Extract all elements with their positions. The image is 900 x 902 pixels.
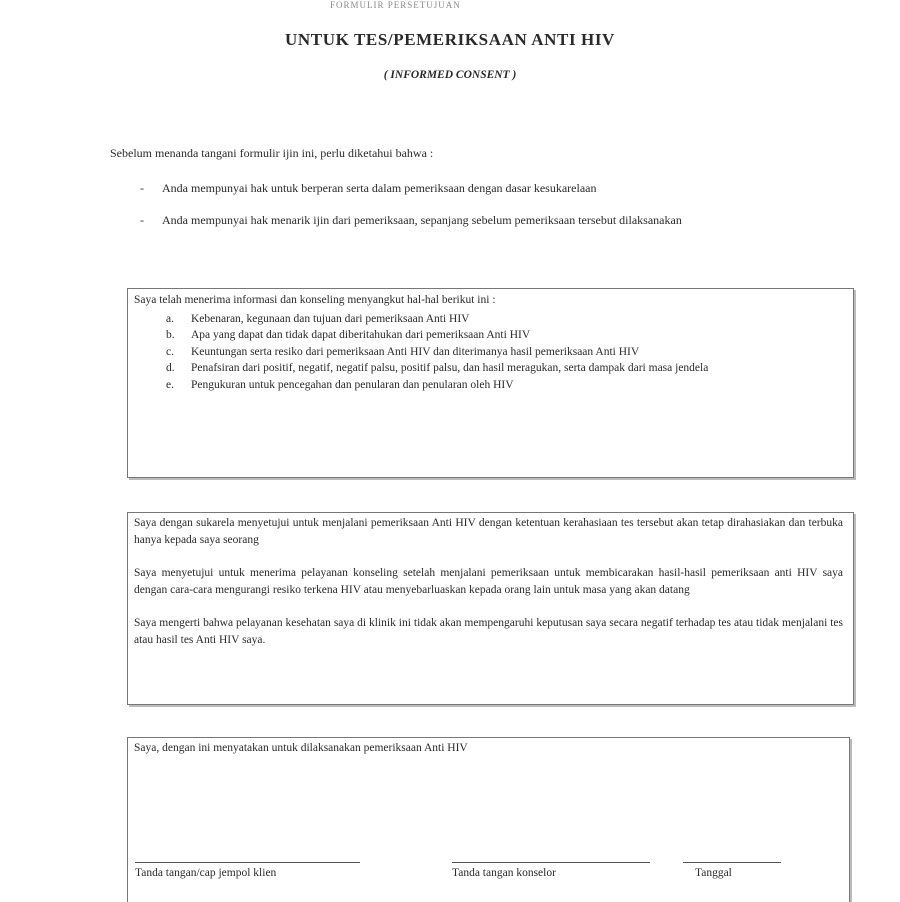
counseling-lead-text: Saya telah menerima informasi dan konseling menyangkut hal-hal berikut ini : [134,294,496,306]
counseling-item-text: Penafsiran dari positif, negatif, negatif palsu, positif palsu, dan hasil meragukan, serta dampak dari masa jendela [191,362,709,374]
agreement-paragraph: Saya menyetujui untuk menerima pelayanan konseling setelah menjalani pemeriksaan untuk membicarakan hasil-hasil pemeriksaan anti HIV saya dengan cara-cara mengurangi resiko terkena HIV atau menyebarluaskan kepada orang lain untuk masa yang akan datang [134,567,843,596]
client-signature-label: Tanda tangan/cap jempol klien [135,867,277,879]
rights-list [140,180,792,244]
counseling-item [134,311,843,328]
counseling-item [134,360,843,377]
date-label: Tanggal [695,867,732,879]
counseling-item [134,344,843,361]
item-marker: b. [166,329,175,341]
date-signature-line[interactable] [683,862,781,863]
counselor-signature-line[interactable] [452,862,650,863]
page-title: UNTUK TES/PEMERIKSAAN ANTI HIV [285,30,615,49]
counseling-item [134,377,843,394]
rights-item [140,212,792,229]
rights-item [140,180,792,197]
rights-item-text: Anda mempunyai hak untuk berperan serta dalam pemeriksaan dengan dasar kesukarelaan [162,181,597,195]
intro-text: Sebelum menanda tangani formulir ijin ini, perlu diketahui bahwa : [110,146,434,160]
item-marker: d. [166,362,175,374]
counselor-signature-label: Tanda tangan konselor [452,867,556,879]
item-marker: c. [166,345,174,358]
item-marker: e. [166,378,174,391]
agreement-paragraph: Saya mengerti bahwa pelayanan kesehatan saya di klinik ini tidak akan mempengaruhi keputusan saya secara negatif terhadap tes atau tidak menjalani tes atau hasil tes Anti HIV saya. [134,617,843,646]
counseling-item [134,327,843,344]
counseling-items-list [134,311,843,394]
counseling-item-text: Apa yang dapat dan tidak dapat diberitahukan dari pemeriksaan Anti HIV [191,329,531,341]
bullet-dash: - [140,213,144,227]
agreement-paragraph: Saya dengan sukarela menyetujui untuk menjalani pemeriksaan Anti HIV dengan ketentuan kerahasiaan tes tersebut akan tetap dirahasiakan dan terbuka hanya kepada saya seorang [134,517,843,546]
rights-item-text: Anda mempunyai hak menarik ijin dari pemeriksaan, sepanjang sebelum pemeriksaan tersebut dilaksanakan [162,213,682,227]
counseling-info-box [127,288,854,478]
consent-statement: Saya, dengan ini menyatakan untuk dilaksanakan pemeriksaan Anti HIV [134,742,468,754]
client-signature-line[interactable] [135,862,360,863]
bullet-dash: - [140,181,144,195]
counseling-item-text: Kebenaran, kegunaan dan tujuan dari pemeriksaan Anti HIV [191,312,470,325]
counseling-item-text: Keuntungan serta resiko dari pemeriksaan Anti HIV dan diterimanya hasil pemeriksaan Anti HIV [191,345,640,358]
header-top-cut-text: FORMULIR PERSETUJUAN [330,0,461,10]
counseling-item-text: Pengukuran untuk pencegahan dan penularan dan penularan oleh HIV [191,378,514,391]
page-subtitle: ( INFORMED CONSENT ) [383,69,517,81]
agreement-box [127,512,854,705]
item-marker: a. [166,312,174,325]
